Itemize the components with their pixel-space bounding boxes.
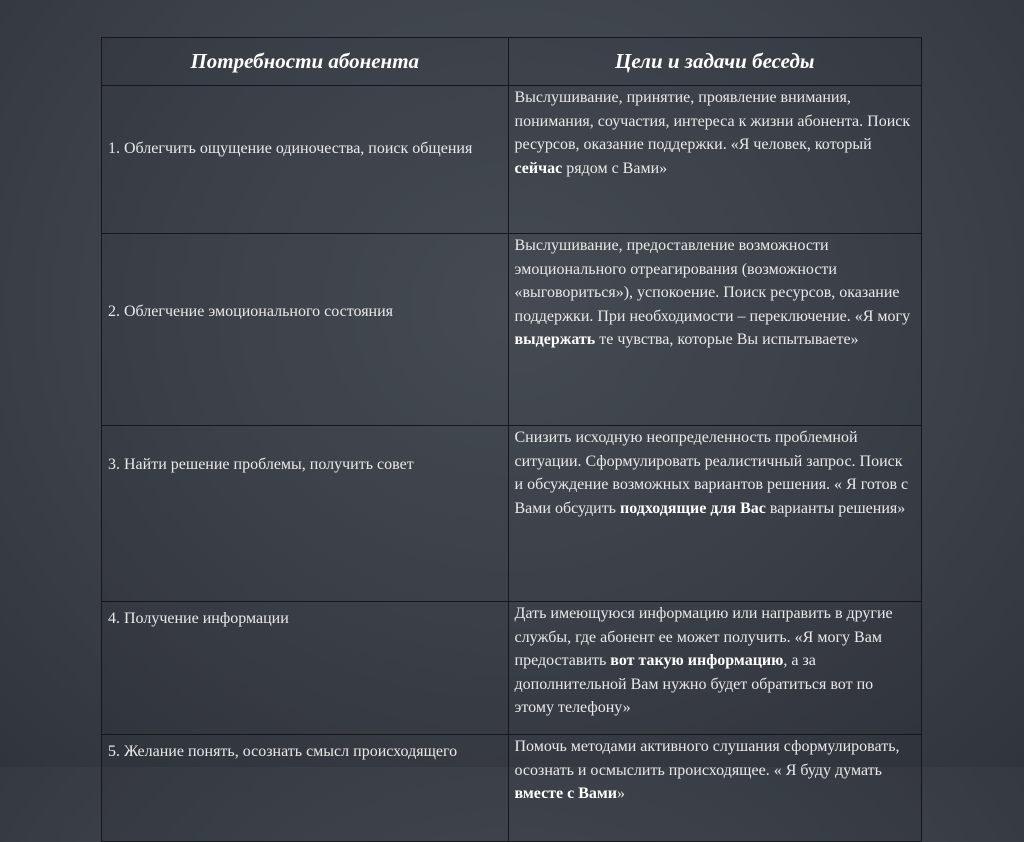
- goal-text: те чувства, которые Вы испытываете»: [595, 331, 859, 348]
- table-row: [102, 602, 922, 735]
- need-cell: 2. Облегчение эмоционального состояния: [102, 234, 509, 426]
- goal-text: варианты решения»: [765, 499, 906, 517]
- goal-text: Помочь методами активного слушания сформулировать, осознать и осмыслить происходящее. « Я буду думать: [514, 738, 900, 779]
- table-row: [102, 86, 922, 234]
- goal-cell: [508, 426, 922, 602]
- need-cell: 4. Получение информации: [102, 602, 509, 735]
- goal-text: , а за дополнительной Вам нужно будет обратиться вот по этому телефону»: [514, 652, 874, 716]
- goal-text: Выслушивание, предоставление возможности эмоционального отреагирования (возможности «выговориться»), успокоение. Поиск ресурсов, оказание поддержки. При необходимости – переключение. «Я могу: [514, 237, 911, 325]
- need-cell: 1. Облегчить ощущение одиночества, поиск общения: [102, 86, 509, 234]
- goal-cell: [508, 86, 922, 234]
- goal-emphasis: выдержать: [514, 331, 596, 348]
- goal-cell: [508, 602, 922, 735]
- goal-cell: [508, 234, 922, 426]
- goal-emphasis: подходящие для Вас: [619, 499, 766, 517]
- need-cell: 5. Желание понять, осознать смысл происходящего: [102, 735, 509, 842]
- header-needs: Потребности абонента: [102, 38, 509, 86]
- goal-emphasis: вместе с Вами: [514, 785, 618, 802]
- goal-text: Дать имеющуюся информацию или направить в другие службы, где абонент ее может получить. «Я могу Вам предоставить: [514, 605, 893, 669]
- table-row: [102, 426, 922, 602]
- table-row: [102, 735, 922, 842]
- goal-text: рядом с Вами»: [562, 159, 668, 177]
- goal-text: Выслушивание, принятие, проявление внимания, понимания, соучастия, интереса к жизни абонента. Поиск ресурсов, оказание поддержки. «Я человек, который: [514, 89, 911, 153]
- goal-text: Снизить исходную неопределенность проблемной ситуации. Сформулировать реалистичный запрос. Поиск и обсуждение возможных вариантов решения. « Я готов с Вами обсудить: [514, 429, 909, 517]
- table-header-row: [102, 38, 922, 86]
- needs-goals-table: [101, 37, 922, 842]
- table-row: [102, 234, 922, 426]
- goal-text: »: [617, 785, 626, 802]
- goal-emphasis: вот такую информацию: [610, 652, 784, 669]
- header-goals: Цели и задачи беседы: [508, 38, 922, 86]
- need-cell: 3. Найти решение проблемы, получить совет: [102, 426, 509, 602]
- goal-cell: [508, 735, 922, 842]
- goal-emphasis: сейчас: [514, 159, 563, 177]
